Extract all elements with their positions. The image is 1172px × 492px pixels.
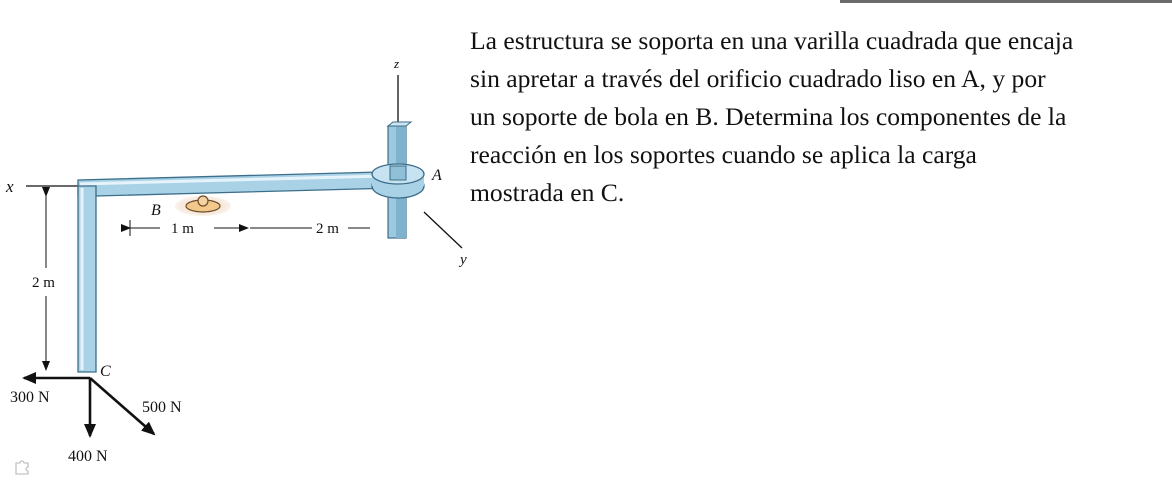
collar-a <box>372 164 424 198</box>
problem-line: mostrada en C. <box>470 178 625 207</box>
point-c-label: C <box>100 363 111 380</box>
force-400-label: 400 N <box>68 448 108 465</box>
top-decor-strip <box>840 0 1172 3</box>
force-500-label: 500 N <box>142 399 182 416</box>
problem-line: sin apretar a través del orificio cuadrado liso en A, y por <box>470 64 1046 93</box>
z-axis <box>393 56 399 128</box>
force-300-label: 300 N <box>10 389 50 406</box>
puzzle-icon <box>12 456 32 476</box>
dim-2m-vertical-label: 2 m <box>32 275 55 291</box>
problem-line: reacción en los soportes cuando se aplica la carga <box>470 140 977 169</box>
dim-2m-horizontal-label: 2 m <box>316 221 339 237</box>
ball-support-b <box>175 196 231 216</box>
axis-y-label: y <box>460 252 467 268</box>
structure-diagram <box>0 0 470 492</box>
axis-z-label: z <box>394 56 400 71</box>
dimension-horizontal <box>130 220 370 237</box>
dimension-vertical <box>32 196 55 370</box>
y-axis <box>424 212 467 268</box>
x-axis <box>5 177 78 196</box>
problem-line: un soporte de bola en B. Determina los componentes de la <box>470 102 1067 131</box>
problem-line: La estructura se soporta en una varilla cuadrada que encaja <box>470 26 1074 55</box>
vertical-leg <box>78 186 96 372</box>
horizontal-rod <box>78 172 396 196</box>
dim-1m-label: 1 m <box>171 221 194 237</box>
point-a-label: A <box>432 167 442 184</box>
axis-x-label: x <box>6 177 14 196</box>
problem-statement <box>470 22 1166 212</box>
forces-at-c <box>10 378 182 465</box>
point-b-label: B <box>151 202 161 219</box>
